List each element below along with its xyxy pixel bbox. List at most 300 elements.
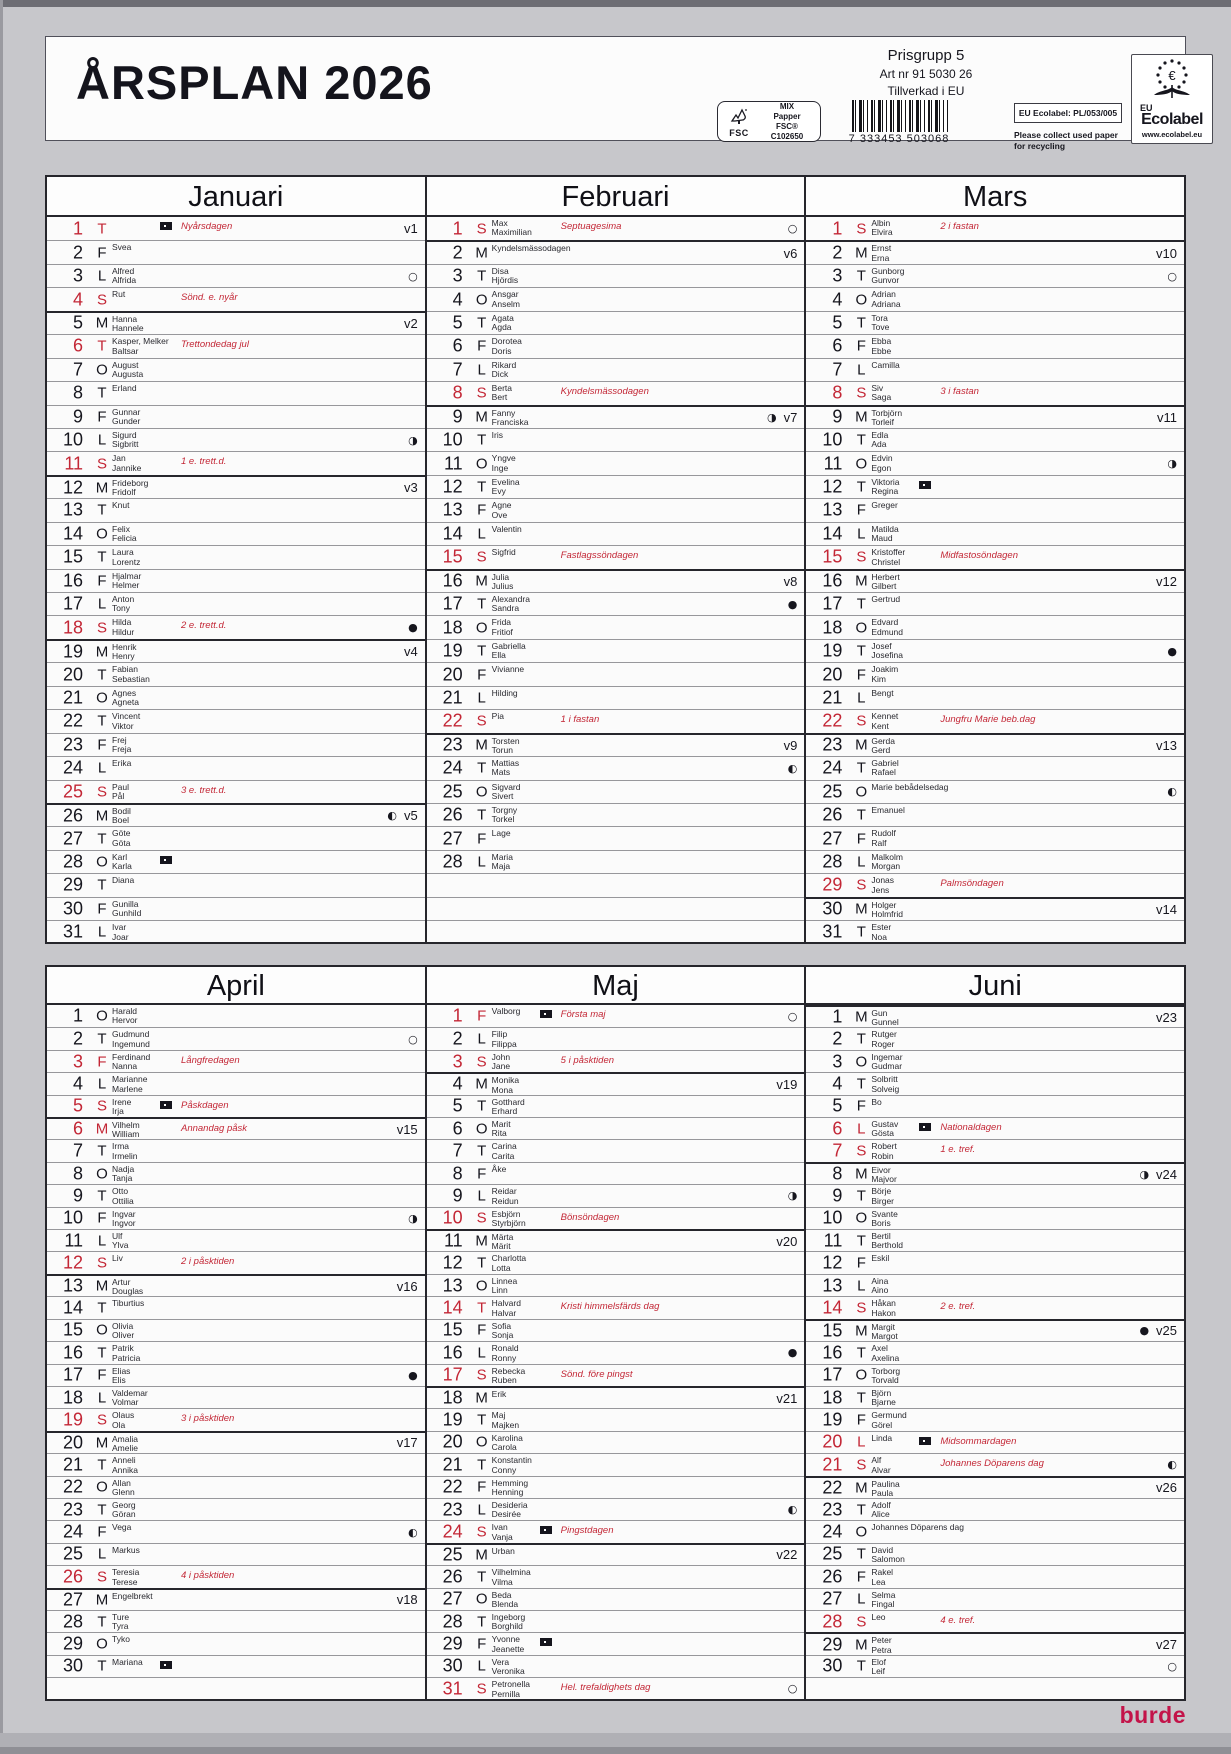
weekday-letter: O xyxy=(855,619,868,637)
name-days xyxy=(112,1635,242,1644)
name-day: Mattias xyxy=(491,758,520,769)
name-day: Morgan xyxy=(871,861,901,872)
day-number: 19 xyxy=(62,1409,83,1430)
name-day: Alfrida xyxy=(112,275,137,286)
weekday-letter: S xyxy=(476,1366,487,1384)
name-day: Görel xyxy=(871,1419,893,1430)
holiday-label: Långfredagen xyxy=(181,1054,240,1066)
day-number: 5 xyxy=(72,312,83,333)
name-days xyxy=(492,1277,622,1296)
name-days xyxy=(112,525,242,544)
day-row xyxy=(427,1251,805,1273)
weekday-letter: S xyxy=(476,712,487,730)
swedish-flag-icon xyxy=(160,222,172,230)
name-day: Gunhild xyxy=(112,908,142,919)
day-row xyxy=(47,639,425,662)
name-days xyxy=(871,923,1001,942)
name-day: Pernilla xyxy=(491,1688,521,1699)
day-number: 29 xyxy=(822,1634,843,1655)
day-number: 12 xyxy=(62,1252,83,1273)
day-number: 27 xyxy=(62,828,83,849)
weekday-letter: S xyxy=(476,1209,487,1227)
day-row xyxy=(47,803,425,826)
day-number: 9 xyxy=(832,1185,843,1206)
name-day: Ronny xyxy=(491,1352,517,1363)
name-day: Desirée xyxy=(491,1509,521,1520)
day-number: 27 xyxy=(822,1588,843,1609)
day-number: 31 xyxy=(62,921,83,942)
weekday-letter: O xyxy=(96,1635,108,1653)
moon-phase-icon: ◑ xyxy=(408,1211,418,1225)
name-day: Berta xyxy=(491,383,512,394)
name-day: Kent xyxy=(871,720,889,731)
weekday-letter: M xyxy=(95,1120,109,1138)
name-day: Sigurd xyxy=(112,429,137,440)
name-day: Gudmar xyxy=(871,1061,903,1072)
name-day: Tony xyxy=(112,603,130,614)
day-row xyxy=(806,1453,1184,1475)
month-body xyxy=(47,217,425,944)
name-day: Holger xyxy=(871,899,897,910)
right-markers xyxy=(784,242,798,263)
right-markers xyxy=(408,616,418,638)
name-days xyxy=(112,1344,242,1363)
day-number: 25 xyxy=(822,1543,843,1564)
week-number: v1 xyxy=(403,221,418,237)
day-row xyxy=(47,217,425,240)
weekday-letter: T xyxy=(856,806,866,824)
name-days xyxy=(112,431,242,450)
holiday-label: 2 i fastan xyxy=(940,221,979,232)
name-day: Laura xyxy=(112,547,134,558)
month-title: Maj xyxy=(427,967,805,1005)
name-days xyxy=(492,1030,622,1049)
day-row xyxy=(427,709,805,732)
day-number: 27 xyxy=(442,1588,463,1609)
day-row xyxy=(47,1139,425,1161)
weekday-letter: T xyxy=(477,1411,487,1429)
name-day: Vanja xyxy=(491,1531,513,1542)
moon-phase-icon: ◑ xyxy=(767,410,777,424)
day-number: 11 xyxy=(64,1230,83,1251)
name-days xyxy=(871,1210,1001,1229)
day-number: 17 xyxy=(822,593,843,614)
name-day: Fritiof xyxy=(491,626,513,637)
weekday-letter: T xyxy=(477,595,487,613)
day-row xyxy=(427,569,805,592)
day-row xyxy=(47,1072,425,1094)
name-days xyxy=(492,409,622,428)
name-day: Vilma xyxy=(491,1576,513,1587)
name-day: Ester xyxy=(871,922,892,933)
day-number: 24 xyxy=(62,1521,83,1542)
holiday-label: Jungfru Marie beb.dag xyxy=(940,714,1036,726)
name-days xyxy=(871,1367,1001,1386)
name-day: Hakon xyxy=(871,1307,896,1318)
name-days xyxy=(492,1434,622,1453)
day-number: 11 xyxy=(823,453,843,474)
day-row xyxy=(47,1117,425,1139)
name-day: Torborg xyxy=(871,1365,901,1376)
name-day: Tyra xyxy=(112,1621,129,1632)
name-day: Volmar xyxy=(112,1397,139,1408)
name-days xyxy=(492,783,622,802)
weekday-letter: L xyxy=(477,1501,486,1519)
day-number: 24 xyxy=(822,757,843,778)
day-number: 12 xyxy=(822,1252,843,1273)
right-markers xyxy=(776,1545,797,1565)
holiday-label: Midfastosöndagen xyxy=(940,550,1018,562)
weekday-letter: O xyxy=(475,455,488,473)
name-day: Egon xyxy=(871,462,892,473)
weekday-letter: T xyxy=(477,478,487,496)
day-number: 31 xyxy=(442,1678,463,1699)
day-row xyxy=(806,639,1184,662)
weekday-letter: O xyxy=(475,1120,488,1138)
name-day: Henry xyxy=(112,651,135,662)
day-number: 2 xyxy=(452,242,463,263)
weekday-letter: F xyxy=(856,1097,866,1115)
holiday-label: Nationaldagen xyxy=(940,1122,1002,1134)
weekday-letter: L xyxy=(857,853,866,871)
swedish-flag-icon xyxy=(540,1010,552,1018)
day-number: 17 xyxy=(442,593,463,614)
weekday-letter: T xyxy=(856,267,866,285)
right-markers xyxy=(767,407,797,428)
weekday-letter: S xyxy=(96,455,107,473)
day-row xyxy=(47,428,425,451)
name-day: Alexandra xyxy=(491,594,530,604)
swedish-flag-icon xyxy=(160,1661,172,1669)
name-day: Carola xyxy=(491,1442,517,1453)
weekday-letter: O xyxy=(855,1209,868,1227)
barcode xyxy=(844,100,954,145)
name-days xyxy=(871,454,1001,473)
weekday-letter: O xyxy=(96,1478,108,1496)
day-number: 1 xyxy=(72,1005,83,1026)
name-day: Ada xyxy=(871,439,887,450)
right-markers xyxy=(788,1005,798,1027)
weekday-letter: S xyxy=(856,1456,867,1474)
right-markers xyxy=(1139,1321,1177,1341)
name-day: Julia xyxy=(491,571,510,582)
name-day: Anton xyxy=(112,594,135,604)
name-days xyxy=(871,573,1001,592)
weekday-letter: L xyxy=(97,759,107,777)
name-day: Irja xyxy=(112,1106,124,1117)
name-day: Torsten xyxy=(491,735,520,746)
day-number: 10 xyxy=(442,429,463,450)
name-days xyxy=(492,1456,622,1475)
name-days xyxy=(112,1501,242,1520)
name-day: Filip xyxy=(491,1029,508,1040)
day-row xyxy=(47,1296,425,1318)
eu-ecolabel-logo xyxy=(1131,54,1213,144)
name-day: Lorentz xyxy=(112,556,141,567)
name-day: Anneli xyxy=(112,1455,136,1466)
name-day: Albin xyxy=(871,218,891,228)
day-number: 22 xyxy=(442,710,463,731)
name-days xyxy=(871,1344,1001,1363)
name-day: Linda xyxy=(871,1432,893,1443)
day-row xyxy=(47,1408,425,1430)
name-day: Olaus xyxy=(112,1410,135,1421)
name-day: Aina xyxy=(871,1275,889,1286)
day-number: 13 xyxy=(62,1275,83,1296)
product-info xyxy=(846,47,1006,98)
day-row xyxy=(806,475,1184,498)
day-number: 21 xyxy=(822,687,843,708)
name-day: Pia xyxy=(491,711,504,722)
name-days xyxy=(492,1568,622,1587)
weekday-letter: L xyxy=(857,1433,866,1451)
week-number: v18 xyxy=(396,1592,418,1608)
swedish-flag-icon xyxy=(160,856,172,864)
day-row xyxy=(427,756,805,779)
right-markers xyxy=(788,1342,798,1363)
day-row xyxy=(47,1184,425,1206)
holiday-label: Kyndelsmässodagen xyxy=(560,386,649,398)
name-day: Robert xyxy=(871,1141,897,1152)
swedish-flag-icon xyxy=(919,1437,931,1445)
day-number: 7 xyxy=(832,1140,843,1161)
name-day: Viktoria xyxy=(871,476,900,487)
name-days xyxy=(112,712,242,731)
day-row xyxy=(47,1655,425,1677)
name-days xyxy=(492,1098,622,1117)
day-row xyxy=(806,897,1184,920)
day-row xyxy=(427,428,805,451)
name-days xyxy=(492,1233,622,1252)
day-number: 2 xyxy=(72,242,83,263)
day-row xyxy=(427,733,805,756)
name-days xyxy=(871,1098,1001,1107)
day-number: 30 xyxy=(822,898,843,919)
day-row xyxy=(427,850,805,873)
day-number: 12 xyxy=(442,476,463,497)
name-days xyxy=(871,409,1001,428)
day-row xyxy=(806,1408,1184,1430)
day-row xyxy=(427,662,805,685)
moon-phase-icon: ○ xyxy=(408,269,418,283)
day-number: 12 xyxy=(822,476,843,497)
name-day: Doris xyxy=(491,345,512,356)
weekday-letter: O xyxy=(855,291,868,309)
name-day: Irmelin xyxy=(112,1150,138,1161)
name-days xyxy=(871,1232,1001,1251)
fsc-papper: Papper xyxy=(773,111,801,121)
name-day: Erik xyxy=(491,1388,507,1399)
weekday-letter: L xyxy=(857,361,866,379)
day-number: 23 xyxy=(442,1499,463,1520)
holiday-label: Kristi himmelsfärds dag xyxy=(560,1301,660,1313)
name-day: Ingeborg xyxy=(491,1611,526,1622)
month-body xyxy=(427,1005,805,1700)
name-day: Carina xyxy=(491,1141,517,1152)
day-number: 19 xyxy=(822,1409,843,1430)
day-row xyxy=(806,1632,1184,1654)
day-row xyxy=(47,358,425,381)
weekday-letter: F xyxy=(856,1411,866,1429)
name-day: Artur xyxy=(112,1276,131,1287)
day-row xyxy=(427,522,805,545)
name-days xyxy=(492,573,622,592)
name-day: Ralf xyxy=(871,837,887,848)
name-days xyxy=(492,1390,622,1399)
name-day: Georg xyxy=(112,1499,136,1510)
weekday-letter: O xyxy=(855,1523,868,1541)
day-number: 19 xyxy=(822,640,843,661)
name-days xyxy=(871,1523,1001,1532)
weekday-letter: T xyxy=(856,1075,866,1093)
day-row xyxy=(47,1095,425,1117)
day-row xyxy=(47,1050,425,1072)
weekday-letter: T xyxy=(97,1501,107,1519)
day-row xyxy=(47,1386,425,1408)
name-day: Mats xyxy=(491,767,511,778)
day-number: 3 xyxy=(832,1051,843,1072)
day-row xyxy=(806,1139,1184,1161)
name-days xyxy=(871,337,1001,356)
name-day: Glenn xyxy=(112,1486,135,1497)
name-days xyxy=(112,408,242,427)
day-number: 10 xyxy=(822,429,843,450)
weekday-letter: S xyxy=(856,548,867,566)
name-day: Börje xyxy=(871,1186,892,1197)
name-days xyxy=(112,1187,242,1206)
name-days xyxy=(871,1187,1001,1206)
right-markers xyxy=(776,1074,797,1094)
name-days xyxy=(871,759,1001,778)
weekday-letter: M xyxy=(855,1322,868,1340)
name-day: Margit xyxy=(871,1321,895,1332)
month-body xyxy=(806,217,1184,944)
day-row xyxy=(47,1498,425,1520)
name-day: Elis xyxy=(112,1374,126,1385)
moon-phase-icon: ● xyxy=(787,1346,798,1360)
day-row xyxy=(427,1274,805,1296)
day-row xyxy=(427,780,805,803)
day-number: 1 xyxy=(72,218,83,239)
name-days xyxy=(112,361,242,380)
name-day: Marit xyxy=(491,1119,511,1130)
name-day: Vilhelmina xyxy=(491,1567,531,1578)
weekday-letter: L xyxy=(477,1030,486,1048)
name-day: Karolina xyxy=(491,1432,523,1443)
day-number: 23 xyxy=(822,1499,843,1520)
day-row xyxy=(806,451,1184,474)
holiday-label: Sönd. e. nyår xyxy=(181,292,238,304)
day-number: 17 xyxy=(62,593,83,614)
name-day: Mariana xyxy=(112,1656,143,1667)
day-row xyxy=(47,381,425,404)
holiday-label: 5 i påsktiden xyxy=(560,1054,615,1066)
name-days xyxy=(871,361,1001,370)
day-row xyxy=(806,1162,1184,1184)
day-row xyxy=(806,615,1184,638)
weekday-letter: F xyxy=(477,1007,487,1025)
name-day: Alice xyxy=(871,1509,890,1520)
weekday-letter: L xyxy=(97,595,107,613)
name-days xyxy=(492,1501,622,1520)
day-number: 16 xyxy=(442,1342,463,1363)
day-number: 6 xyxy=(72,335,83,356)
day-number: 17 xyxy=(442,1364,463,1385)
day-number: 28 xyxy=(62,1611,83,1632)
day-number: 9 xyxy=(452,1185,463,1206)
name-days xyxy=(112,1030,242,1049)
name-day: Vilhelm xyxy=(112,1120,140,1131)
recycle-note xyxy=(1014,130,1134,151)
name-days xyxy=(492,1344,622,1363)
weekday-letter: F xyxy=(856,666,866,684)
day-number: 8 xyxy=(832,382,843,403)
name-days xyxy=(112,1592,242,1601)
day-row xyxy=(427,334,805,357)
day-number: 20 xyxy=(442,1431,463,1452)
right-markers xyxy=(1167,265,1177,287)
weekday-letter: T xyxy=(477,1456,487,1474)
weekday-letter: S xyxy=(856,876,867,894)
right-markers xyxy=(1156,1478,1177,1498)
day-number: 3 xyxy=(72,1051,83,1072)
page-edge-top xyxy=(0,0,1231,7)
name-days xyxy=(112,1435,242,1454)
right-markers xyxy=(404,477,418,498)
weekday-letter: T xyxy=(856,478,866,496)
weekday-letter: T xyxy=(477,1299,487,1317)
day-row xyxy=(427,1364,805,1386)
holiday-label: 4 e. tref. xyxy=(940,1614,976,1626)
name-day: Emanuel xyxy=(871,804,905,815)
day-row xyxy=(427,1588,805,1610)
name-day: Sonja xyxy=(491,1330,514,1341)
name-day: Augusta xyxy=(112,369,144,380)
name-day: Torkel xyxy=(491,814,515,825)
day-number: 30 xyxy=(442,1655,463,1676)
name-day: Hervor xyxy=(112,1015,138,1026)
empty-row xyxy=(47,1677,425,1699)
month-body xyxy=(427,217,805,944)
week-number: v5 xyxy=(403,808,418,824)
holiday-label: 2 e. tref. xyxy=(940,1301,976,1313)
day-number: 30 xyxy=(822,1655,843,1676)
name-day: Torun xyxy=(491,745,513,756)
name-day: Ingemar xyxy=(871,1051,903,1062)
day-number: 7 xyxy=(832,359,843,380)
name-day: Marlene xyxy=(112,1083,143,1094)
name-days xyxy=(871,1613,1001,1622)
name-day: Ansgar xyxy=(491,289,519,300)
weekday-letter: T xyxy=(97,1344,107,1362)
name-day: Gertrud xyxy=(871,594,901,604)
day-number: 28 xyxy=(822,1611,843,1632)
empty-row xyxy=(427,873,805,896)
name-day: Torleif xyxy=(871,416,895,427)
day-number: 20 xyxy=(442,664,463,685)
swedish-flag-icon xyxy=(919,481,931,489)
name-day: Leif xyxy=(871,1666,886,1677)
day-number: 2 xyxy=(832,1028,843,1049)
day-number: 7 xyxy=(72,1140,83,1161)
weekday-letter: F xyxy=(97,1523,107,1541)
name-day: Gerd xyxy=(871,745,891,756)
day-number: 4 xyxy=(832,289,843,310)
name-day: Agata xyxy=(491,312,514,323)
name-days xyxy=(871,853,1001,872)
day-number: 16 xyxy=(822,1342,843,1363)
day-number: 8 xyxy=(72,1163,83,1184)
